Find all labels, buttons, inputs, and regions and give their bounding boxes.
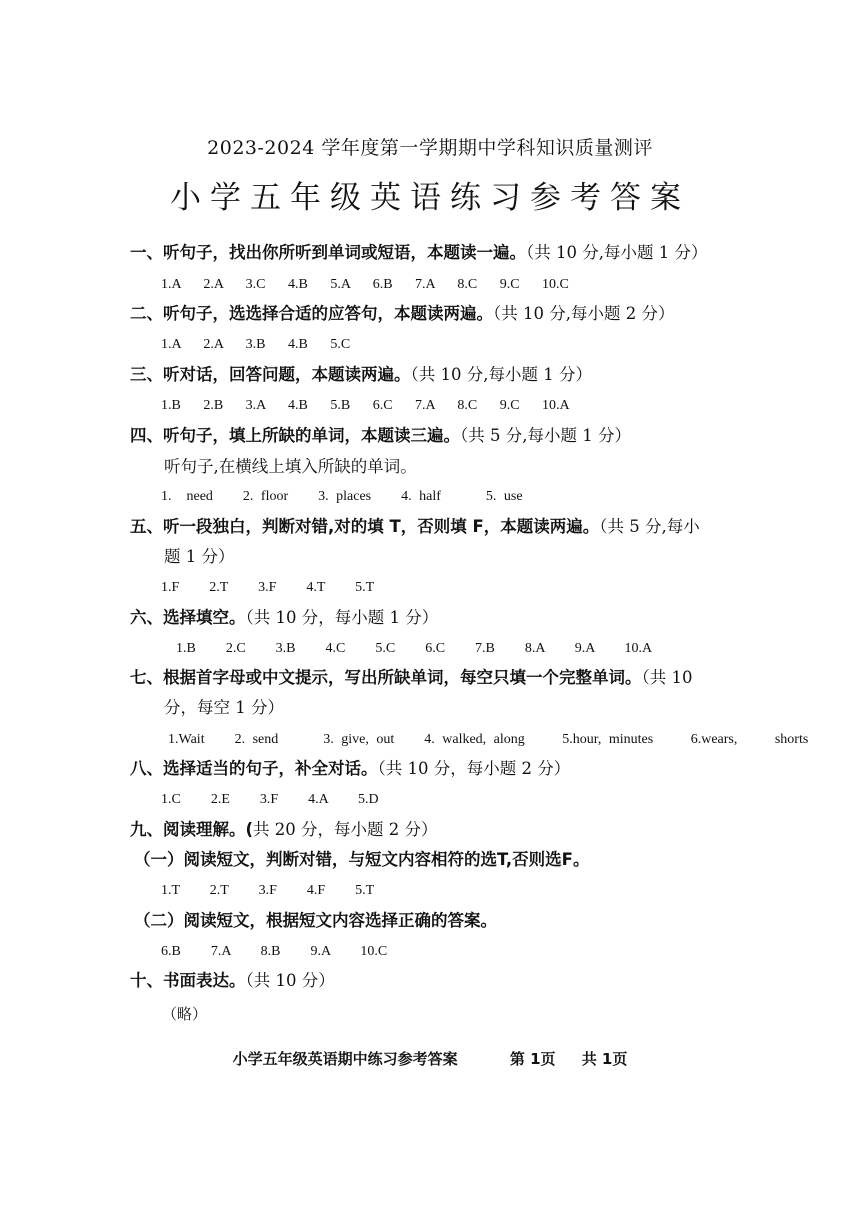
section-score: （共 10 分,每小题 1 分） <box>410 365 592 384</box>
section-6-answers: 1.B 2.C 3.B 4.C 5.C 6.C 7.B 8.A 9.A 10.A <box>176 641 653 656</box>
section-9-part-1-heading <box>134 845 744 875</box>
section-9-heading <box>130 815 740 845</box>
section-title: 九、阅读理解。( <box>130 820 254 839</box>
section-score: （共 5 分,每小题 1 分） <box>460 426 631 445</box>
section-2-heading <box>130 299 740 329</box>
section-8-answers: 1.C 2.E 3.F 4.A 5.D <box>161 792 379 807</box>
page-footer <box>0 1048 860 1069</box>
exam-subtitle: 2023-2024 学年度第一学期期中学科知识质量测评 <box>207 137 653 159</box>
section-score: （共 5 分,每小 <box>599 517 700 536</box>
section-title: （二）阅读短文，根据短文内容选择正确的答案。 <box>134 911 497 930</box>
section-title: 六、选择填空。 <box>130 608 246 627</box>
section-1-answers: 1.A 2.A 3.C 4.B 5.A 6.B 7.A 8.C 9.C 10.C <box>161 277 569 292</box>
section-score: （共 10 分，每小题 2 分） <box>377 759 571 778</box>
section-9-part-2-answers: 6.B 7.A 8.B 9.A 10.C <box>161 944 388 959</box>
section-7-heading <box>130 663 740 693</box>
section-4-answers: 1. need 2. floor 3. places 4. half 5. use <box>161 489 523 504</box>
section-title: 一、听句子，找出你所听到单词或短语，本题读一遍。 <box>130 243 526 262</box>
footer-text: 小学五年级英语期中练习参考答案 <box>232 1050 458 1068</box>
section-title: 八、选择适当的句子，补全对话。 <box>130 759 378 778</box>
section-7-score-cont: 分，每空 1 分） <box>164 698 284 717</box>
section-6-heading <box>130 603 740 633</box>
section-5-score-cont: 题 1 分） <box>164 547 235 566</box>
section-title: 五、听一段独白，判断对错,对的填 T，否则填 F，本题读两遍。 <box>130 517 600 536</box>
section-8-heading <box>130 754 740 784</box>
section-title: 七、根据首字母或中文提示，写出所缺单词，每空只填一个完整单词。 <box>130 668 642 687</box>
section-score: （共 10 分,每小题 2 分） <box>493 304 675 323</box>
section-title: 十、书面表达。 <box>130 971 246 990</box>
section-5-heading <box>130 512 740 542</box>
section-10-heading <box>130 966 740 996</box>
section-score: 共 20 分，每小题 2 分） <box>253 820 438 839</box>
section-title: （一）阅读短文，判断对错，与短文内容相符的选T,否则选F。 <box>134 850 590 869</box>
section-9-part-2-heading <box>134 906 744 936</box>
section-title: 二、听句子，选选择合适的应答句，本题读两遍。 <box>130 304 493 323</box>
section-1-heading <box>130 238 740 268</box>
section-7-answers: 1.Wait 2. send 3. give, out 4. walked, along 5.hour, minutes 6.wears, shorts <box>168 732 809 747</box>
section-5-answers: 1.F 2.T 3.F 4.T 5.T <box>161 580 375 595</box>
footer-page-number: 第 1页 <box>509 1050 556 1068</box>
section-4-heading <box>130 421 740 451</box>
section-4-instruction: 听句子,在横线上填入所缺的单词。 <box>164 457 417 476</box>
page-title: 小学五年级英语练习参考答案 <box>170 180 690 216</box>
section-score: （共 10 <box>641 668 693 687</box>
section-score: （共 10 分，每小题 1 分） <box>245 608 439 627</box>
section-3-answers: 1.B 2.B 3.A 4.B 5.B 6.C 7.A 8.C 9.C 10.A <box>161 398 570 413</box>
footer-total-pages: 共 1页 <box>581 1050 628 1068</box>
section-10-answers: （略） <box>162 1005 208 1023</box>
section-score: （共 10 分,每小题 1 分） <box>526 243 708 262</box>
section-3-heading <box>130 360 740 390</box>
section-title: 四、听句子，填上所缺的单词，本题读三遍。 <box>130 426 460 445</box>
section-9-part-1-answers: 1.T 2.T 3.F 4.F 5.T <box>161 883 375 898</box>
section-2-answers: 1.A 2.A 3.B 4.B 5.C <box>161 337 351 352</box>
section-title: 三、听对话，回答问题，本题读两遍。 <box>130 365 411 384</box>
section-score: （共 10 分） <box>245 971 335 990</box>
